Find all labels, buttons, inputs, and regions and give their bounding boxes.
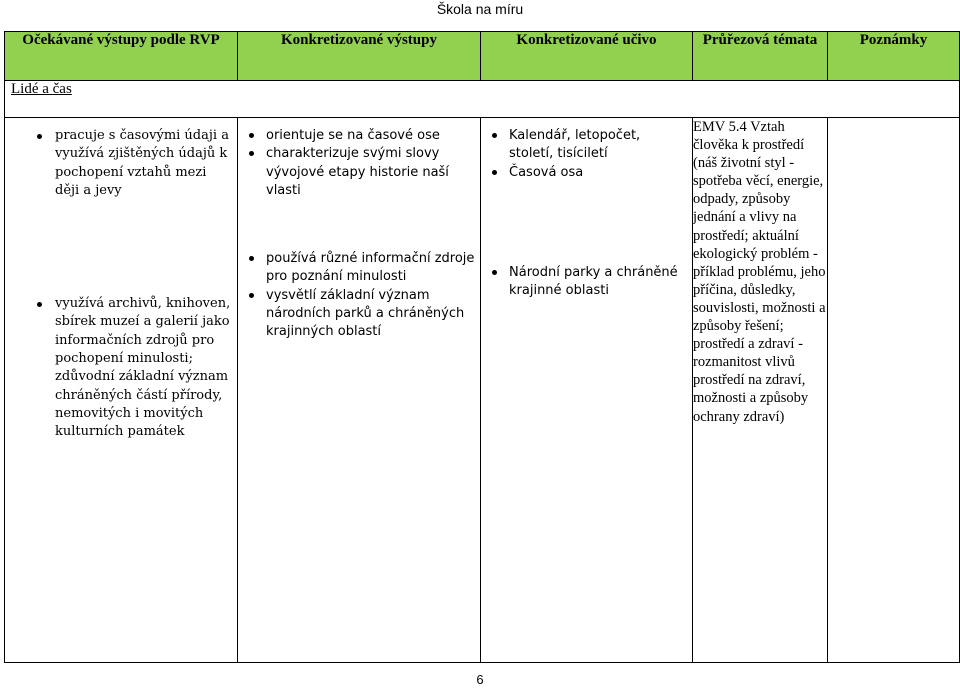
curriculum-item: Kalendář, letopočet, století, tisíciletí [481, 127, 692, 164]
concrete-output-item: vysvětlí základní význam národních parků a chráněných krajinných oblastí [238, 287, 480, 342]
curriculum-table [4, 31, 960, 663]
rvp-output-item: využívá archivů, knihoven, sbírek muzeí a galerií jako informačních zdrojů pro pochopení minulosti; zdůvodní základní význam chráněných částí přírody, nemovitých i movitých kulturních památek [5, 295, 237, 441]
rvp-output-item: pracuje s časovými údaji a využívá zjištěných údajů k pochopení vztahů mezi ději a jevy [5, 127, 237, 200]
concrete-output-item: používá různé informační zdroje pro poznání minulosti [238, 250, 480, 287]
column-header-notes: Poznámky [828, 32, 960, 81]
concrete-outputs-cell [238, 118, 481, 663]
column-header-cross-topics: Průřezová témata [693, 32, 828, 81]
column-header-rvp: Očekávané výstupy podle RVP [5, 32, 238, 81]
section-title: Lidé a čas [11, 81, 72, 97]
column-header-curriculum: Konkretizované učivo [481, 32, 693, 81]
rvp-outputs-cell [5, 118, 238, 663]
header-row [5, 32, 960, 81]
curriculum-cell [481, 118, 693, 663]
content-row [5, 118, 960, 663]
page-number: 6 [476, 672, 484, 687]
curriculum-item: Časová osa [481, 164, 692, 182]
concrete-output-item: orientuje se na časové ose [238, 127, 480, 145]
section-cell [5, 81, 960, 118]
concrete-output-item: charakterizuje svými slovy vývojové etapy historie naší vlasti [238, 145, 480, 200]
curriculum-item: Národní parky a chráněné krajinné oblasti [481, 264, 692, 301]
column-header-concrete-outputs: Konkretizované výstupy [238, 32, 481, 81]
cross-topics-cell: EMV 5.4 Vztah člověka k prostředí (náš životní styl - spotřeba věcí, energie, odpady, způsoby jednání a vlivy na prostředí; aktuální ekologický problém - příklad problému, jeho příčina, důsledky, souvislosti, možnosti a způsoby řešení; prostředí a zdraví - rozmanitost vlivů prostředí na zdraví, možnosti a způsoby ochrany zdraví) [693, 118, 828, 663]
notes-cell [828, 118, 960, 663]
section-row [5, 81, 960, 118]
page-header: Škola na míru [436, 1, 524, 17]
